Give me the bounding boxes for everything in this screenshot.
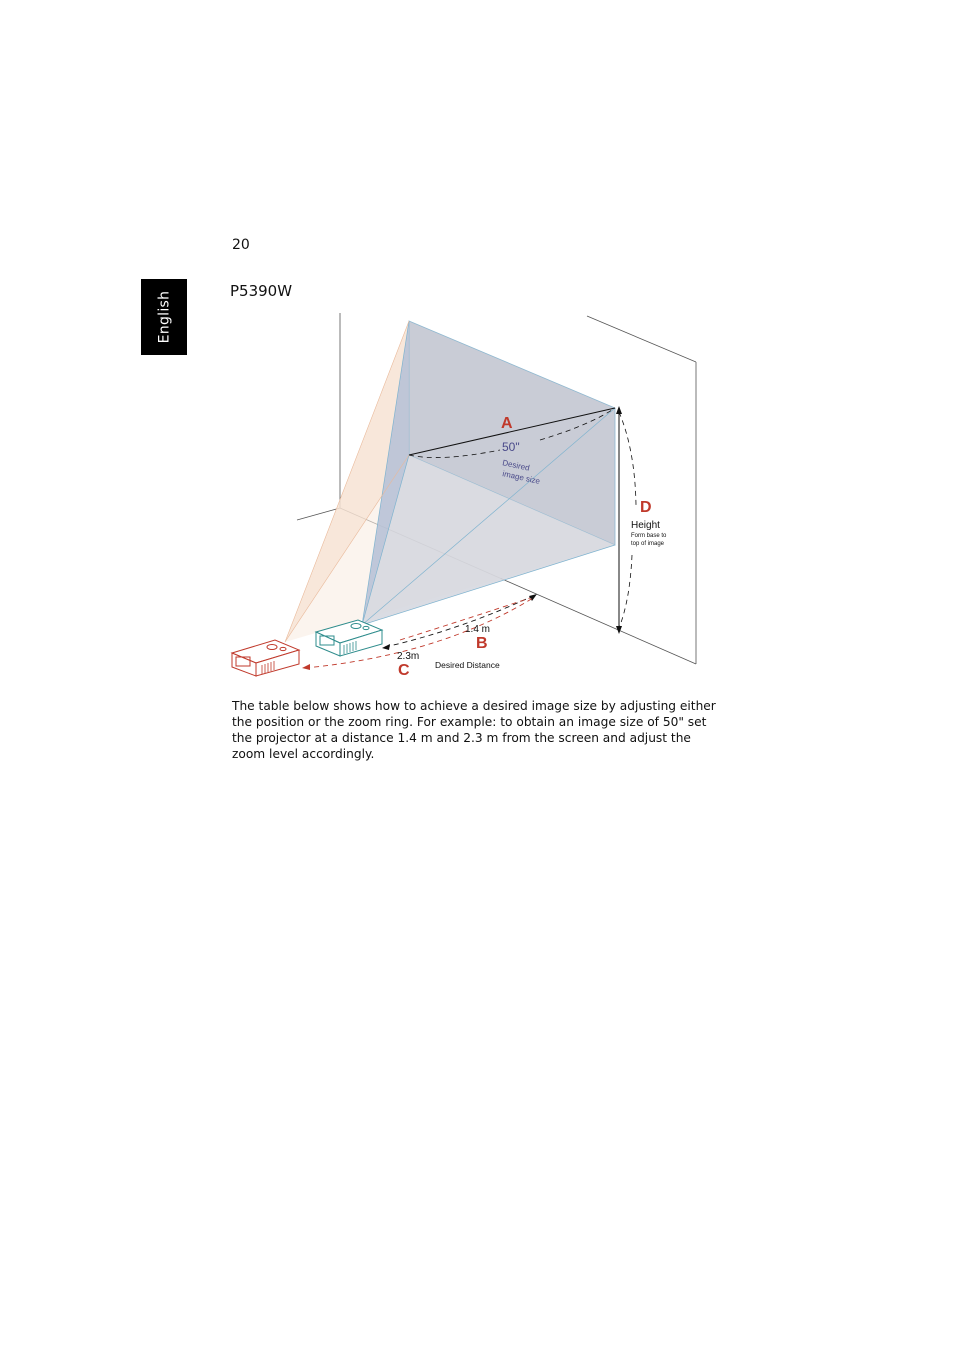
distance-caption: Desired Distance [435,660,500,670]
image-size-value: 50" [502,440,520,454]
height-label: Height [631,520,660,531]
image-size-label-1: Desired [501,458,531,473]
label-b: B [476,635,488,652]
height-note-1: Form base to [631,533,667,539]
image-size-label-2: image size [501,469,541,486]
label-d: D [640,499,652,516]
body-paragraph: The table below shows how to achieve a desired image size by adjusting either the position or the zoom ring. For example: to obtain an image size of 50" set the projector at a distance 1.4 m and 2.3 m from the screen and adjust the zoom level accordingly. [232,699,716,761]
label-c: C [398,662,410,679]
label-a: A [501,415,513,432]
distance-b-value: 1.4 m [465,624,491,635]
far-projector-icon [232,640,299,676]
language-tab-label: English [156,290,172,344]
distance-c-value: 2.3m [397,651,420,662]
height-note-2: top of image [631,541,665,547]
page-number: 20 [232,237,250,253]
model-title: P5390W [230,282,293,300]
